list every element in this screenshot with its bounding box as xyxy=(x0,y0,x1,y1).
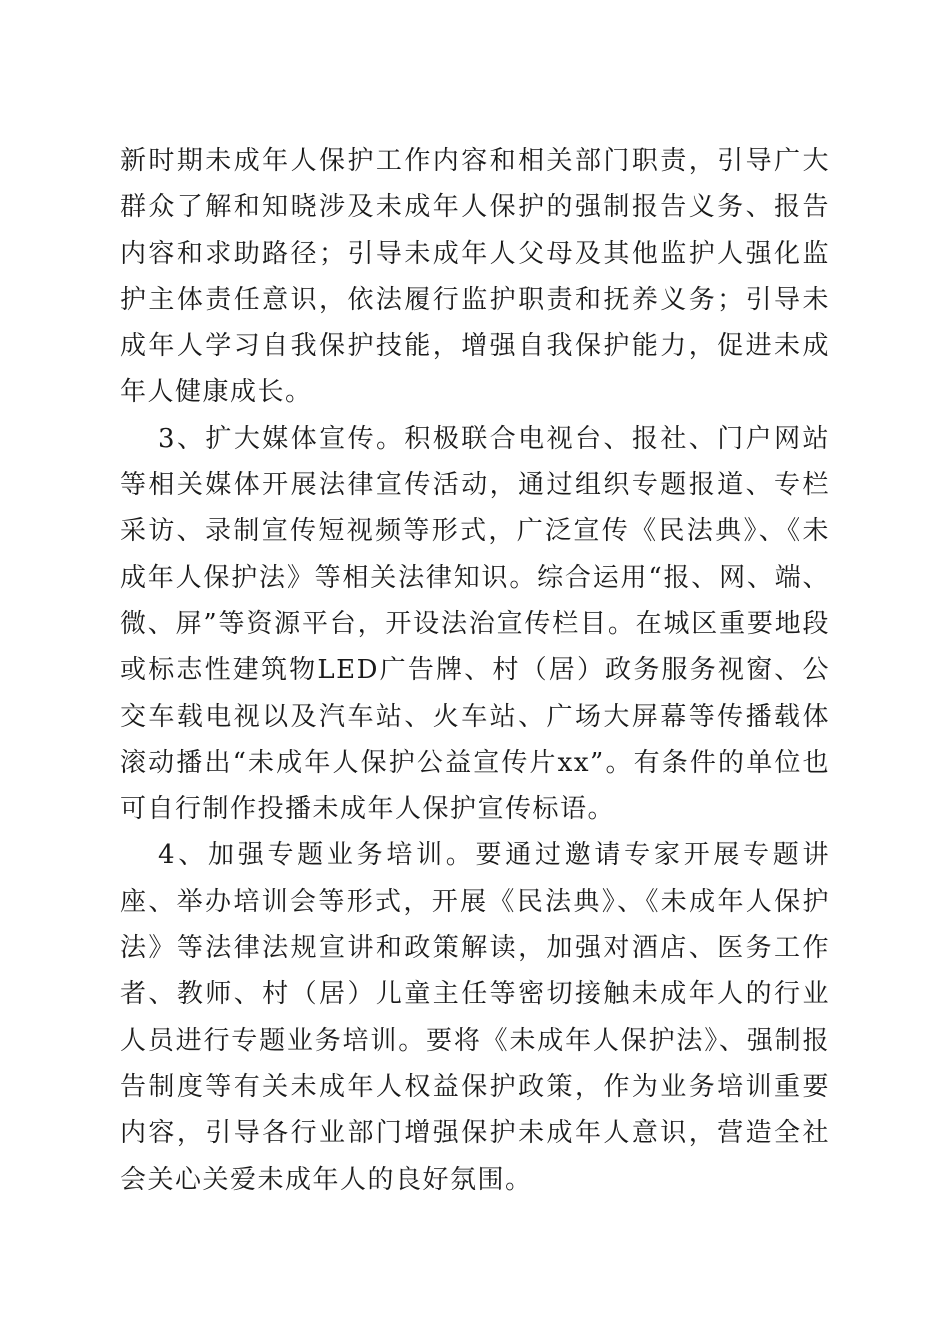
paragraph-media-publicity: 3、扩大媒体宣传。积极联合电视台、报社、门户网站等相关媒体开展法律宣传活动，通过组织专题报道、专栏采访、录制宣传短视频等形式，广泛宣传《民法典》、《未成年人保护法》等相关法律知识。综合运用“报、网、端、微、屏”等资源平台，开设法治宣传栏目。在城区重要地段或标志性建筑物LED广告牌、村（居）政务服务视窗、公交车载电视以及汽车站、火车站、广场大屏幕等传播载体滚动播出“未成年人保护公益宣传片xx”。有条件的单位也可自行制作投播未成年人保护宣传标语。 xyxy=(120,423,830,825)
document-body xyxy=(120,138,830,1203)
paragraph-continuation: 新时期未成年人保护工作内容和相关部门职责，引导广大群众了解和知晓涉及未成年人保护的强制报告义务、报告内容和求助路径；引导未成年人父母及其他监护人强化监护主体责任意识，依法履行监护职责和抚养义务；引导未成年人学习自我保护技能，增强自我保护能力，促进未成年人健康成长。 xyxy=(120,146,830,408)
paragraph-special-training: 4、加强专题业务培训。要通过邀请专家开展专题讲座、举办培训会等形式，开展《民法典》、《未成年人保护法》等法律法规宣讲和政策解读，加强对酒店、医务工作者、教师、村（居）儿童主任等密切接触未成年人的行业人员进行专题业务培训。要将《未成年人保护法》、强制报告制度等有关未成年人权益保护政策，作为业务培训重要内容，引导各行业部门增强保护未成年人意识，营造全社会关心关爱未成年人的良好氛围。 xyxy=(120,840,830,1195)
